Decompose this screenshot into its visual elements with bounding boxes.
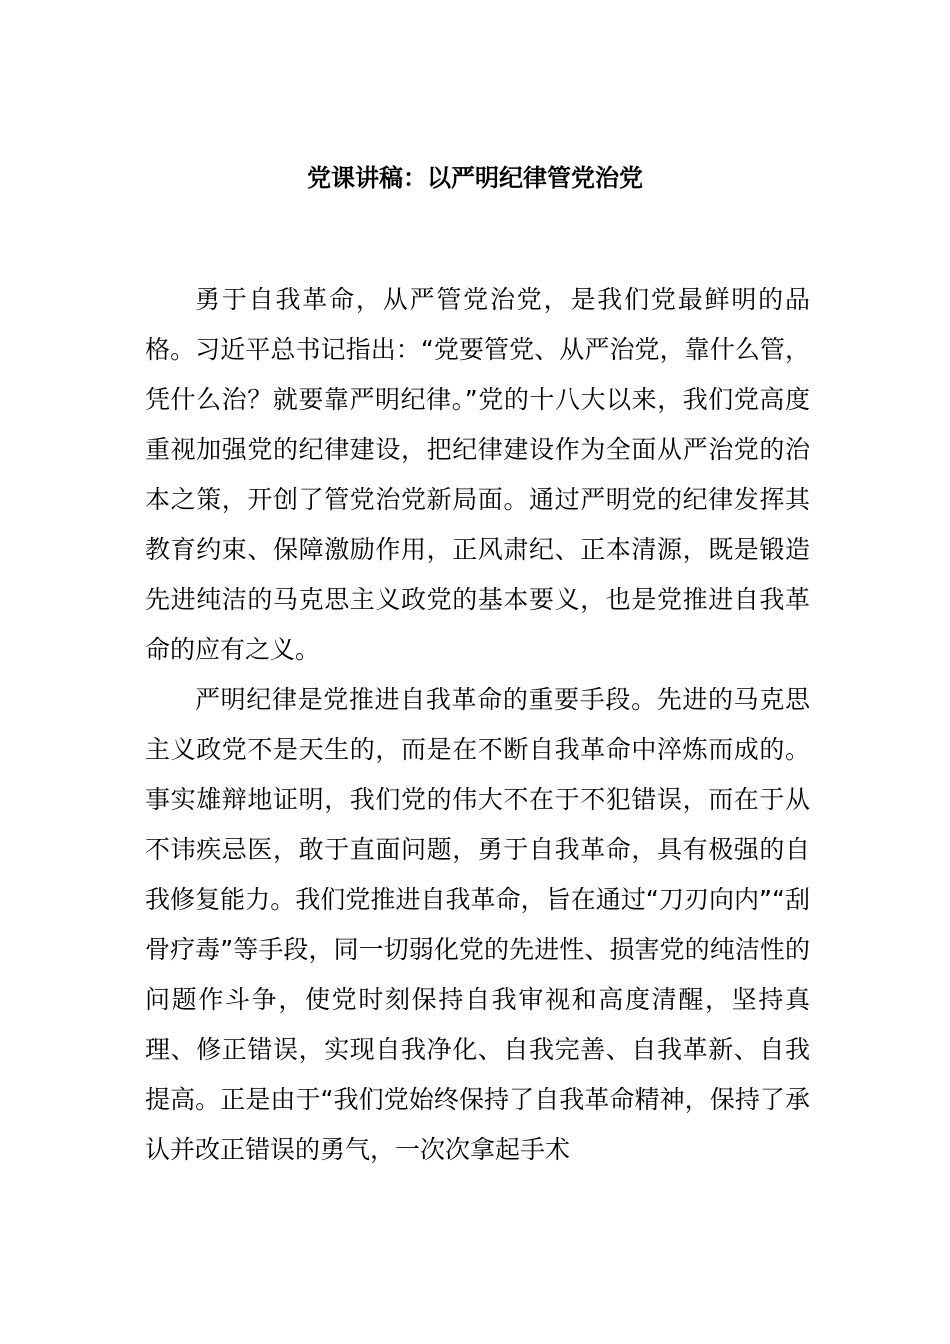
paragraph-1: 勇于自我革命，从严管党治党，是我们党最鲜明的品格。习近平总书记指出：“党要管党、从严治党，靠什么管，凭什么治？就要靠严明纪律。”党的十八大以来，我们党高度重视加强党的纪律建设，把纪律建设作为全面从严治党的治本之策，开创了管党治党新局面。通过严明党的纪律发挥其教育约束、保障激励作用，正风肃纪、正本清源，既是锻造先进纯洁的马克思主义政党的基本要义，也是党推进自我革命的应有之义。 <box>145 285 810 664</box>
document-title: 党课讲稿：以严明纪律管党治党 <box>307 164 643 192</box>
paragraph-2: 严明纪律是党推进自我革命的重要手段。先进的马克思主义政党不是天生的，而是在不断自我革命中淬炼而成的。事实雄辩地证明，我们党的伟大不在于不犯错误，而在于从不讳疾忌医，敢于直面问题，勇于自我革命，具有极强的自我修复能力。我们党推进自我革命，旨在通过“刀刃向内”“刮骨疗毒”等手段，同一切弱化党的先进性、损害党的纯洁性的问题作斗争，使党时刻保持自我审视和高度清醒，坚持真理、修正错误，实现自我净化、自我完善、自我革新、自我提高。正是由于“我们党始终保持了自我革命精神，保持了承认并改正错误的勇气，一次次拿起手术 <box>145 685 810 1164</box>
document-body <box>145 275 810 1175</box>
